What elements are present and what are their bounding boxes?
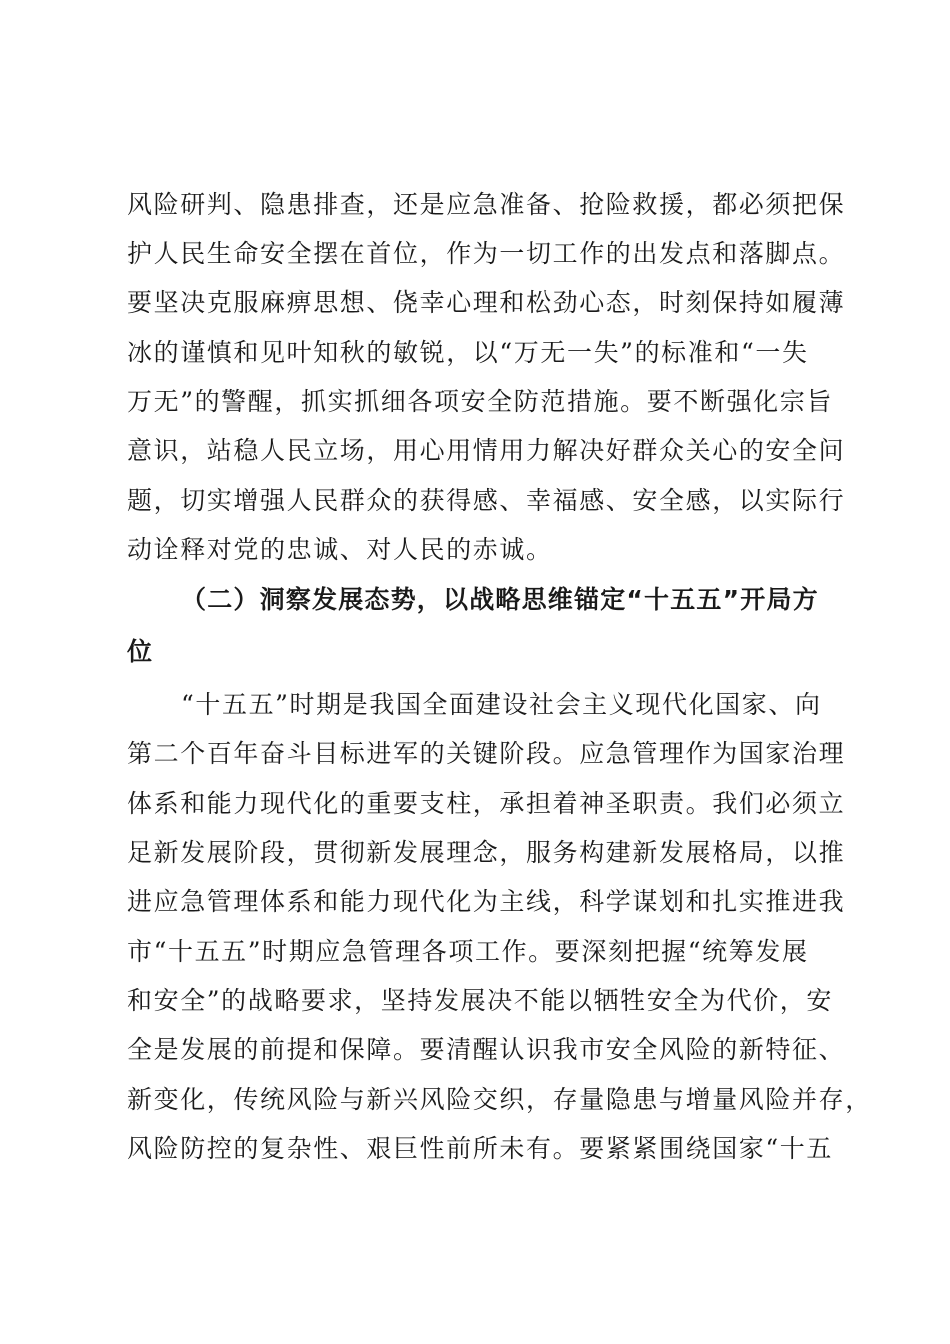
- text-line: 市“十五五”时期应急管理各项工作。要深刻把握“统筹发展: [127, 937, 809, 966]
- text-line: 冰的谨慎和见叶知秋的敏锐，以“万无一失”的标准和“一失: [127, 338, 809, 367]
- text-line: 风险防控的复杂性、艰巨性前所未有。要紧紧围绕国家“十五: [127, 1134, 833, 1163]
- text-line: 足新发展阶段，贯彻新发展理念，服务构建新发展格局，以推: [127, 838, 846, 867]
- text-line: “十五五”时期是我国全面建设社会主义现代化国家、向: [181, 690, 822, 719]
- text-line: 体系和能力现代化的重要支柱，承担着神圣职责。我们必须立: [127, 789, 846, 818]
- text-line: 意识，站稳人民立场，用心用情用力解决好群众关心的安全问: [127, 436, 846, 465]
- heading-line: 位: [127, 637, 154, 666]
- text-line: 和安全”的战略要求，坚持发展决不能以牺牲安全为代价，安: [127, 986, 833, 1015]
- text-line: 第二个百年奋斗目标进军的关键阶段。应急管理作为国家治理: [127, 739, 846, 768]
- text-line: 新变化，传统风险与新兴风险交织，存量隐患与增量风险并存，: [127, 1085, 872, 1114]
- text-line: 万无”的警醒，抓实抓细各项安全防范措施。要不断强化宗旨: [127, 387, 833, 416]
- text-line: 动诠释对党的忠诚、对人民的赤诚。: [127, 535, 553, 564]
- text-line: 题，切实增强人民群众的获得感、幸福感、安全感，以实际行: [127, 486, 846, 515]
- text-line: 护人民生命安全摆在首位，作为一切工作的出发点和落脚点。: [127, 239, 846, 268]
- text-line: 进应急管理体系和能力现代化为主线，科学谋划和扎实推进我: [127, 887, 846, 916]
- text-line: 风险研判、隐患排查，还是应急准备、抢险救援，都必须把保: [127, 190, 846, 219]
- text-line: 全是发展的前提和保障。要清醒认识我市安全风险的新特征、: [127, 1035, 846, 1064]
- heading-line: （二）洞察发展态势，以战略思维锚定“十五五”开局方: [181, 585, 819, 614]
- text-line: 要坚决克服麻痹思想、侥幸心理和松劲心态，时刻保持如履薄: [127, 288, 846, 317]
